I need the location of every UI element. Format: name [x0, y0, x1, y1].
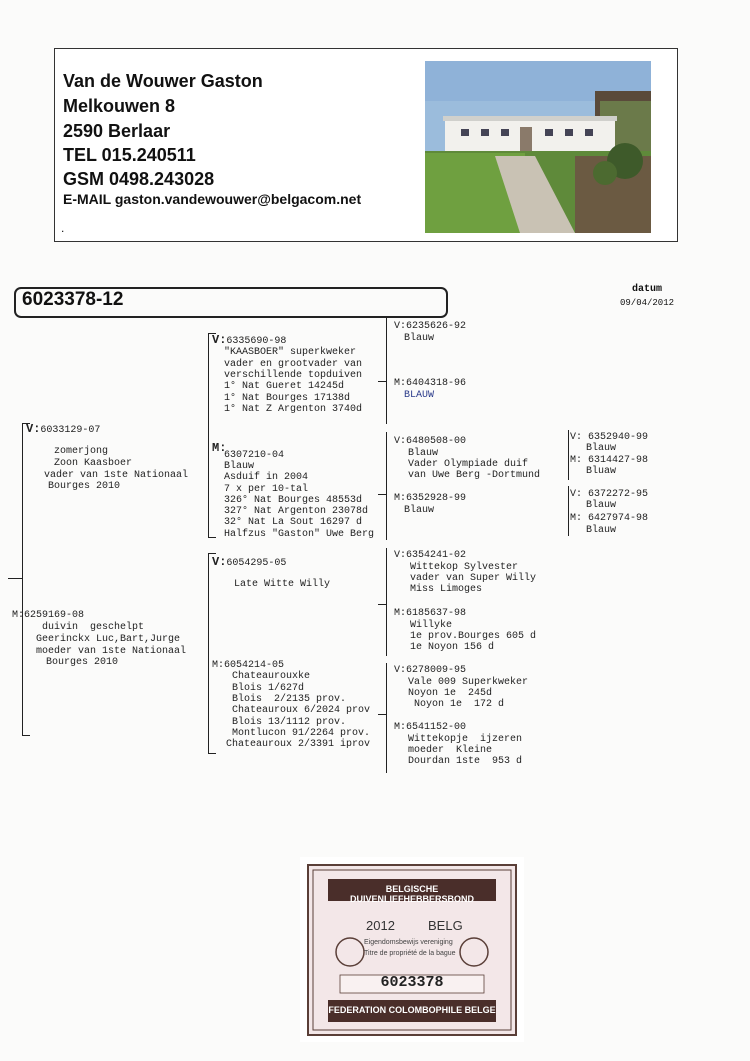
gen3-6-line1: Willyke [410, 620, 453, 631]
gen2-fm-line5: 327° Nat Argenton 23078d [224, 506, 369, 517]
gen2-mother-bottom-tick [208, 753, 216, 754]
owner-city: 2590 Berlaar [63, 121, 171, 141]
gen2-mm-line4: Chateauroux 6/2024 prov [232, 705, 371, 716]
gen2-ff-line6: 1° Nat Z Argenton 3740d [224, 404, 363, 415]
gen3-1-line1: Blauw [404, 333, 435, 344]
gen4-4-code: M: [570, 513, 583, 524]
gen2-mother-bracket [208, 553, 209, 753]
gen3-5-line2: vader van Super Willy [410, 573, 537, 584]
gen3-bracket-1-tick [378, 381, 386, 382]
gen3-3-line3: van Uwe Berg -Dortmund [408, 470, 541, 481]
gen4-3-line1: Blauw [586, 500, 617, 511]
gen3-2-code: M: [394, 378, 407, 389]
gen3-5-line3: Miss Limoges [410, 584, 483, 595]
gen3-7-ring: 6278009-95 [406, 665, 467, 676]
owner-street: Melkouwen 8 [63, 96, 176, 116]
gen3-bracket-4 [386, 663, 387, 773]
gen2-fm-line6: 32° Nat La Sout 16297 d [224, 517, 363, 528]
gen3-8 [394, 722, 466, 734]
gen3-bracket-2 [386, 432, 387, 540]
gen4-4-ring: 6427974-98 [588, 513, 649, 524]
gen2-fm-line3: 7 x per 10-tal [224, 484, 309, 495]
card-year: 2012 [366, 918, 395, 933]
gen1-father-line4: Bourges 2010 [48, 481, 121, 492]
card-line1: Eigendomsbewijs vereniging [364, 939, 453, 946]
gen1-mother-line3: moeder van 1ste Nationaal [36, 646, 187, 657]
gen2-ff-line3: verschillende topduiven [224, 370, 363, 381]
gen2-mother-top-tick [208, 553, 216, 554]
gen1-mother-code: M: [12, 610, 25, 621]
gen3-2-ring: 6404318-96 [406, 378, 467, 389]
gen4-3-code: V: [570, 489, 583, 500]
gen3-8-line1: Wittekopje ijzeren [408, 734, 523, 745]
gen3-4-code: M: [394, 493, 407, 504]
gen3-6 [394, 608, 466, 620]
gen3-6-ring: 6185637-98 [406, 608, 467, 619]
owner-name: Van de Wouwer Gaston [63, 71, 263, 91]
gen3-6-line2: 1e prov.Bourges 605 d [410, 631, 537, 642]
gen3-8-line3: Dourdan 1ste 953 d [408, 756, 523, 767]
gen2-mf-line1: Late Witte Willy [234, 579, 331, 590]
gen3-3-code: V: [394, 436, 407, 447]
owner-gsm: GSM 0498.243028 [63, 169, 215, 189]
gen2-ff-line4: 1° Nat Gueret 14245d [224, 381, 345, 392]
gen2-mm-line6: Montlucon 91/2264 prov. [232, 728, 371, 739]
date-label: datum [632, 284, 663, 295]
gen4-2-code: M: [570, 455, 583, 466]
gen3-2 [394, 378, 466, 390]
gen1-father [26, 423, 100, 437]
gen2-father-bottom-tick [208, 537, 216, 538]
gen3-3-line2: Vader Olympiade duif [408, 459, 529, 470]
gen4-1-code: V: [570, 432, 583, 443]
gen1-mother-line4: Bourges 2010 [46, 657, 119, 668]
gen3-3-line1: Blauw [408, 448, 439, 459]
gen2-father-bracket [208, 333, 209, 537]
gen3-6-code: M: [394, 608, 407, 619]
gen1-bracket [22, 423, 23, 735]
gen3-3 [394, 436, 466, 448]
header-dot: . [61, 221, 65, 235]
gen1-father-line1: zomerjong [54, 446, 109, 457]
gen3-8-ring: 6541152-00 [406, 722, 467, 733]
card-top-text: BELGISCHE DUIVENLIEFHEBBERSBOND [349, 884, 474, 904]
gen3-5-line1: Wittekop Sylvester [410, 562, 519, 573]
gen2-mm-line2: Blois 1/627d [232, 683, 305, 694]
gen2-mf-code: V: [212, 555, 227, 569]
gen4-bracket-1 [568, 430, 569, 480]
gen3-8-line2: moeder Kleine [408, 745, 493, 756]
gen3-7 [394, 665, 466, 677]
gen2-fm-code: M: [212, 441, 227, 455]
gen1-father-line2: Zoon Kaasboer [48, 458, 133, 469]
gen1-father-code: V: [26, 422, 41, 436]
gen3-1-ring: 6235626-92 [406, 321, 467, 332]
gen3-1-code: V: [394, 321, 407, 332]
gen3-4 [394, 493, 466, 505]
gen3-bracket-2-tick [378, 494, 386, 495]
ownership-card [300, 857, 524, 1042]
ring-number: 6023378-12 [22, 289, 124, 310]
gen3-4-ring: 6352928-99 [406, 493, 467, 504]
gen2-mm-ring: 6054214-05 [224, 660, 285, 671]
gen2-ff-ring: 6335690-98 [226, 336, 287, 347]
gen2-ff-line1: "KAASBOER" superkweker [224, 347, 357, 358]
gen3-6-line3: 1e Noyon 156 d [410, 642, 495, 653]
gen2-ff [212, 334, 286, 348]
gen1-father-ring: 6033129-07 [40, 425, 101, 436]
gen3-7-line1: Vale 009 Superkweker [408, 677, 529, 688]
gen3-bracket-1 [386, 318, 387, 424]
card-country: BELG [428, 918, 463, 933]
card-ring-number: 6023378 [380, 974, 444, 991]
gen4-4 [570, 513, 648, 525]
gen3-5-code: V: [394, 550, 407, 561]
gen2-mf-ring: 6054295-05 [226, 558, 287, 569]
gen1-mother-line2: Geerinckx Luc,Bart,Jurge [36, 634, 181, 645]
gen1-father-line3: vader van 1ste Nationaal [44, 470, 189, 481]
gen3-bracket-3 [386, 548, 387, 656]
gen1-bottom-tick [22, 735, 30, 736]
card-line2: Titre de propriété de la bague [364, 950, 456, 957]
gen3-8-code: M: [394, 722, 407, 733]
root-connector [8, 578, 22, 579]
gen2-fm-line1: Blauw [224, 461, 255, 472]
gen3-bracket-4-tick [378, 714, 386, 715]
gen3-7-line3: Noyon 1e 172 d [408, 699, 505, 710]
gen3-3-ring: 6480508-00 [406, 436, 467, 447]
gen2-ff-line2: vader en grootvader van [224, 359, 363, 370]
gen4-2-ring: 6314427-98 [588, 455, 649, 466]
gen2-fm-line4: 326° Nat Bourges 48553d [224, 495, 363, 506]
gen4-1-line1: Blauw [586, 443, 617, 454]
gen2-fm-line2: Asduif in 2004 [224, 472, 309, 483]
gen2-mm-line5: Blois 13/1112 prov. [232, 717, 347, 728]
gen3-5-ring: 6354241-02 [406, 550, 467, 561]
gen4-1-ring: 6352940-99 [588, 432, 649, 443]
gen3-bracket-3-tick [378, 604, 386, 605]
gen2-fm-ring: 6307210-04 [224, 450, 285, 461]
gen2-mm-line7: Chateauroux 2/3391 iprov [226, 739, 371, 750]
gen1-mother [12, 610, 84, 622]
owner-tel: TEL 015.240511 [63, 145, 196, 165]
gen1-mother-ring: 6259169-08 [24, 610, 85, 621]
gen3-1 [394, 321, 466, 333]
gen2-ff-line5: 1° Nat Bourges 17138d [224, 393, 351, 404]
gen4-4-line1: Blauw [586, 525, 617, 536]
gen2-mm-code: M: [212, 660, 225, 671]
date-value: 09/04/2012 [620, 298, 675, 308]
gen3-7-code: V: [394, 665, 407, 676]
gen1-mother-line1: duivin geschelpt [42, 622, 145, 633]
gen4-2-line1: Bluaw [586, 466, 617, 477]
gen2-fm-line7: Halfzus "Gaston" Uwe Berg [224, 529, 375, 540]
header-box [54, 48, 678, 242]
gen4-bracket-2 [568, 486, 569, 536]
card-bottom-text: FEDERATION COLOMBOPHILE BELGE [328, 1005, 496, 1015]
gen2-ff-code: V: [212, 333, 227, 347]
gen3-5 [394, 550, 466, 562]
gen3-7-line2: Noyon 1e 245d [408, 688, 493, 699]
gen2-mf [212, 556, 286, 570]
gen4-3-ring: 6372272-95 [588, 489, 649, 500]
owner-email: E-MAIL gaston.vandewouwer@belgacom.net [63, 191, 362, 207]
loft-photo [425, 61, 651, 233]
gen3-4-line1: Blauw [404, 505, 435, 516]
gen2-mm-line1: Chateaurouxke [232, 671, 311, 682]
gen3-2-line1: BLAUW [404, 390, 435, 401]
gen2-mm-line3: Blois 2/2135 prov. [232, 694, 347, 705]
